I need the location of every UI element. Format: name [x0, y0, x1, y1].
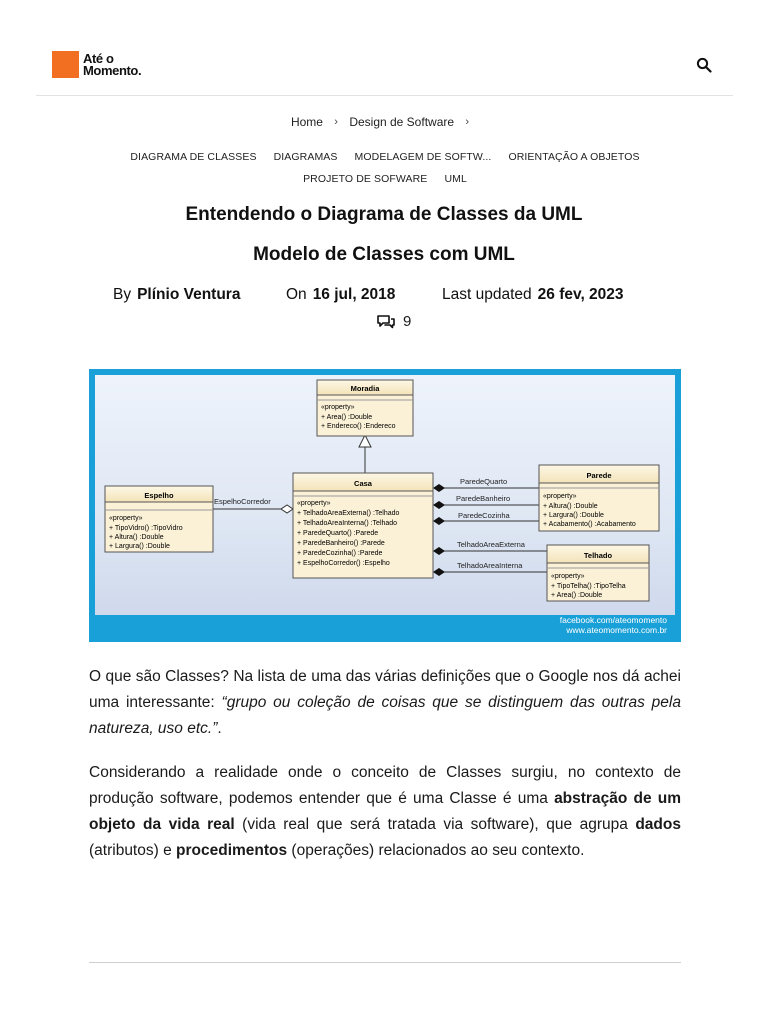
class-attribute: + Endereco() :Endereco: [321, 423, 396, 430]
site-logo[interactable]: [52, 51, 141, 78]
paragraph-text: (vida real que será tratada via software), que agrupa: [234, 816, 636, 833]
class-attribute: + Altura() :Double: [109, 534, 164, 541]
link-label: ParedeQuarto: [460, 477, 508, 486]
header-divider: [36, 95, 733, 96]
composition-diamond: [433, 568, 445, 576]
meta-date: [286, 286, 395, 304]
paragraph-emphasis: procedimentos: [176, 842, 288, 859]
updated-date: 26 fev, 2023: [537, 286, 624, 303]
content-divider: [89, 962, 681, 963]
aggregation-diamond: [281, 505, 293, 513]
publish-date: 16 jul, 2018: [312, 286, 396, 303]
composition-diamond: [433, 547, 445, 555]
paragraph-text: Considerando a realidade onde o conceito de Classes surgiu, no contexto de produção software, podemos entender que é uma Classe é uma: [89, 764, 681, 807]
paragraph-emphasis: abstração de um objeto da vida real: [89, 790, 681, 833]
class-stereotype: «property»: [543, 493, 577, 500]
breadcrumb-category[interactable]: Design de Software: [349, 114, 455, 129]
meta-by-label: By: [113, 286, 132, 303]
composition-diamond: [433, 517, 445, 525]
class-name: Parede: [586, 471, 612, 480]
class-attribute: + TelhadoAreaInterna() :Telhado: [297, 520, 398, 527]
class-attribute: + Largura() :Double: [543, 512, 604, 519]
class-attribute: + TipoVidro() :TipoVidro: [109, 525, 183, 532]
class-attribute: + ParedeCozinha() :Parede: [297, 550, 383, 557]
class-parede: [539, 465, 659, 531]
class-telhado: [547, 545, 649, 601]
figure-credit: [560, 615, 667, 635]
comments-count: 9: [403, 313, 412, 330]
logo-wordmark: [83, 50, 142, 78]
class-name: Casa: [354, 479, 372, 488]
class-espelho: [105, 486, 213, 552]
class-attribute: + TelhadoAreaExterna() :Telhado: [297, 510, 400, 517]
composition-diamond: [433, 484, 445, 492]
paragraph-text: .: [217, 720, 222, 737]
tag-link[interactable]: PROJETO DE SOFWARE: [303, 173, 428, 185]
meta-on-label: On: [286, 286, 307, 303]
class-stereotype: «property»: [109, 515, 143, 522]
uml-diagram-figure: [89, 369, 681, 642]
class-attribute: + Area() :Double: [551, 592, 603, 599]
tag-link[interactable]: DIAGRAMAS: [273, 151, 338, 163]
meta-updated-label: Last updated: [442, 286, 532, 303]
comments-icon: [376, 314, 396, 329]
article-paragraph-2: [89, 760, 681, 864]
comments-link[interactable]: [376, 313, 411, 330]
logo-mark: [52, 51, 79, 78]
paragraph-quote: “grupo ou coleção de coisas que se distinguem das outras pela natureza, uso etc.”: [89, 694, 681, 737]
breadcrumb: [0, 114, 768, 129]
class-stereotype: «property»: [551, 573, 585, 580]
class-stereotype: «property»: [297, 500, 331, 507]
class-name: Moradia: [350, 384, 380, 393]
composition-diamond: [433, 501, 445, 509]
paragraph-text: O que são Classes? Na lista de uma das várias definições que o Google nos dá achei uma interessante:: [89, 668, 681, 711]
tag-link[interactable]: DIAGRAMA DE CLASSES: [130, 151, 257, 163]
class-attribute: + ParedeQuarto() :Parede: [297, 530, 379, 537]
meta-updated: [442, 286, 624, 304]
link-label: EspelhoCorredor: [214, 497, 271, 506]
class-moradia: [317, 380, 413, 436]
search-icon[interactable]: [696, 57, 712, 73]
class-name: Telhado: [583, 551, 613, 560]
breadcrumb-home[interactable]: Home: [290, 114, 323, 129]
author-link[interactable]: Plínio Ventura: [137, 286, 241, 303]
class-attribute: + Largura() :Double: [109, 543, 170, 550]
tag-link[interactable]: ORIENTAÇÃO A OBJETOS: [508, 151, 640, 163]
logo-line-2: Momento.: [83, 62, 142, 78]
link-label: ParedeBanheiro: [456, 494, 511, 503]
credit-website: www.ateomomento.com.br: [566, 625, 667, 635]
link-label: ParedeCozinha: [458, 511, 510, 520]
uml-class-diagram: [95, 375, 675, 615]
class-attribute: + Area() :Double: [321, 414, 373, 421]
tag-link[interactable]: UML: [444, 173, 467, 185]
class-attribute: + TipoTelha() :TipoTelha: [551, 583, 626, 590]
article-title: Entendendo o Diagrama de Classes da UML: [185, 204, 583, 225]
link-label: TelhadoAreaExterna: [457, 540, 525, 549]
tag-link[interactable]: MODELAGEM DE SOFTW...: [354, 151, 492, 163]
class-attribute: + ParedeBanheiro() :Parede: [297, 540, 385, 547]
chevron-right-icon: ›: [465, 115, 470, 128]
class-stereotype: «property»: [321, 404, 355, 411]
chevron-right-icon: ›: [334, 115, 338, 128]
link-label: TelhadoAreaInterna: [457, 561, 523, 570]
article-subtitle: Modelo de Classes com UML: [253, 244, 515, 265]
class-casa: [293, 473, 433, 578]
paragraph-text: (atributos) e: [89, 842, 177, 859]
class-attribute: + Altura() :Double: [543, 503, 598, 510]
logo-line-1: Até o: [83, 50, 114, 66]
generalization-arrow: [359, 435, 371, 447]
article-paragraph-1: [89, 664, 681, 742]
tag-list: [120, 146, 650, 190]
paragraph-text: (operações) relacionados ao seu contexto.: [287, 842, 585, 859]
credit-facebook: facebook.com/ateomomento: [559, 615, 667, 625]
site-header: [0, 0, 768, 96]
class-attribute: + EspelhoCorredor() :Espelho: [297, 560, 390, 567]
class-name: Espelho: [144, 491, 174, 500]
class-attribute: + Acabamento() :Acabamento: [543, 521, 636, 528]
diagram-canvas: [95, 375, 675, 615]
meta-author: [113, 286, 240, 304]
paragraph-emphasis: dados: [635, 816, 681, 833]
